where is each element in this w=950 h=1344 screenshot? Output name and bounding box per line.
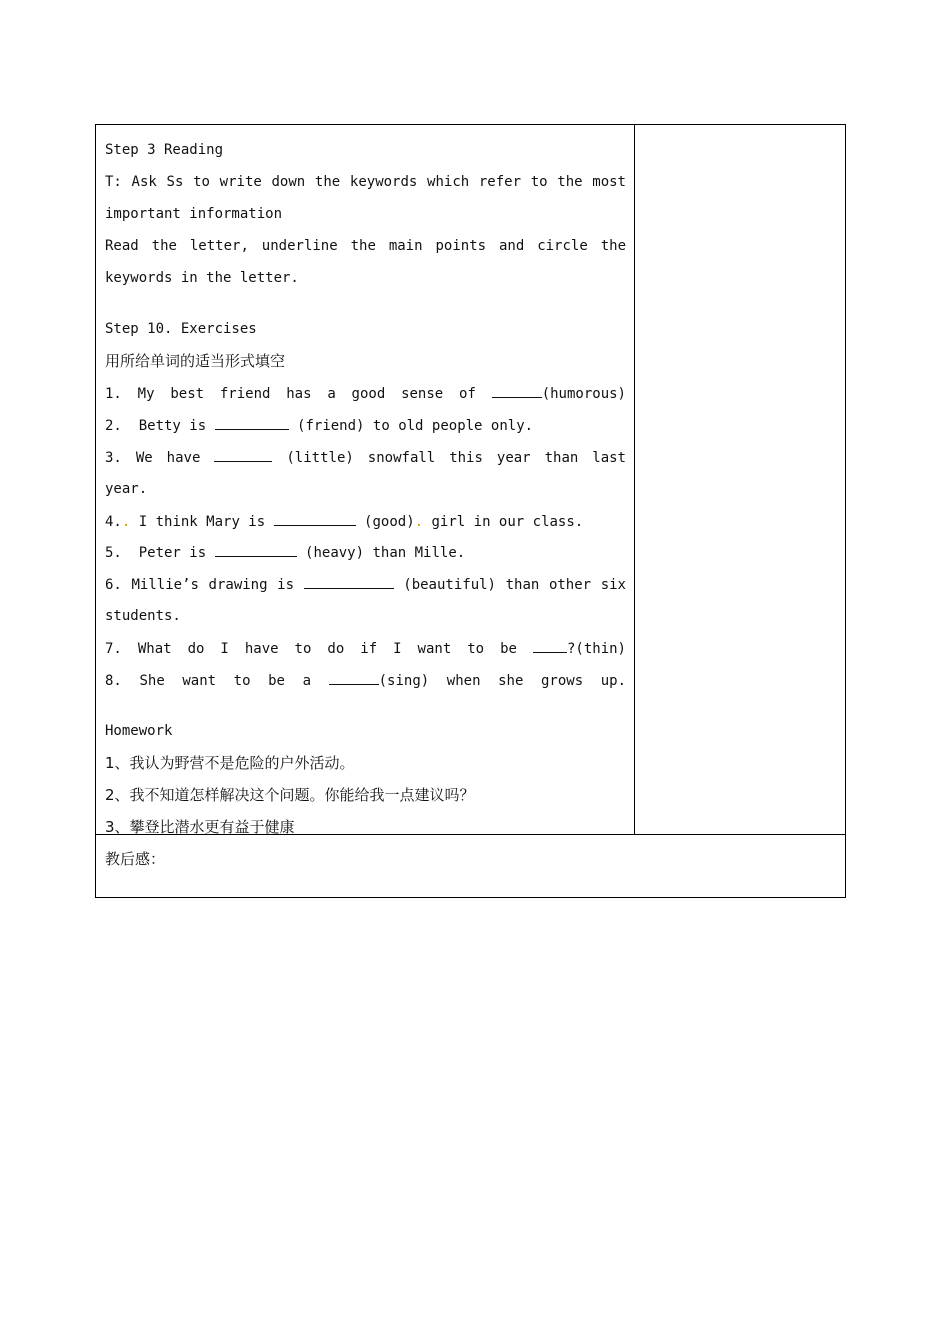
exercise-item-3-continuation: year.	[105, 481, 148, 497]
exercise-text: Peter is	[138, 545, 207, 561]
exercise-hint: ?(thin)	[566, 641, 626, 657]
exercise-text: We have	[135, 450, 201, 466]
exercise-text: than other six	[505, 577, 626, 593]
exercise-hint: (sing)	[378, 673, 430, 689]
reading-task-line-2: keywords in the letter.	[105, 270, 299, 286]
exercise-text: when she grows up.	[446, 673, 627, 689]
exercise-number: 8.	[105, 673, 122, 689]
reading-teacher-line-1: T: Ask Ss to write down the keywords which refer to the most	[105, 174, 626, 190]
exercise-hint: (friend)	[297, 418, 365, 434]
homework-item-2: 2、我不知道怎样解决这个问题。你能给我一点建议吗？	[105, 786, 475, 804]
reading-heading: Step 3 Reading	[105, 142, 224, 158]
exercise-item-6	[105, 574, 626, 595]
exercise-hint: (good)	[364, 514, 415, 530]
exercise-text: What do I have to do if I want to be	[137, 641, 517, 657]
exercise-item-5	[105, 542, 626, 563]
highlight-mark: .	[414, 514, 424, 530]
exercise-item-3	[105, 447, 626, 468]
answer-blank	[214, 447, 272, 462]
exercise-text: I think Mary is	[138, 514, 266, 530]
main-content-cell	[96, 125, 635, 834]
exercise-item-4	[105, 511, 626, 532]
answer-blank	[274, 511, 356, 526]
afterword-cell	[96, 834, 845, 897]
exercise-hint: (heavy)	[305, 545, 365, 561]
exercise-text: Betty is	[138, 418, 207, 434]
answer-blank	[492, 386, 626, 402]
exercise-text: snowfall this year than last	[367, 450, 626, 466]
answer-blank	[329, 673, 430, 689]
exercise-text: Millie’s drawing is	[131, 577, 295, 593]
highlight-mark: .	[121, 514, 131, 530]
exercise-item-1	[105, 383, 626, 404]
notes-cell	[635, 125, 845, 834]
answer-blank	[215, 542, 297, 557]
exercise-hint: (beautiful)	[403, 577, 496, 593]
lesson-plan-table	[95, 124, 846, 898]
exercise-number: 1.	[105, 386, 122, 402]
exercise-item-6-continuation: students.	[105, 608, 181, 624]
exercise-hint: (little)	[286, 450, 354, 466]
exercise-item-8	[105, 670, 626, 691]
exercise-item-2	[105, 415, 626, 436]
exercise-text: She want to be a	[139, 673, 311, 689]
afterword-label: 教后感：	[105, 850, 166, 868]
exercise-number: 6.	[105, 577, 122, 593]
exercise-number: 3.	[105, 450, 122, 466]
answer-blank	[533, 641, 626, 657]
answer-blank	[304, 574, 394, 589]
reading-task-line-1: Read the letter, underline the main points and circle the	[105, 238, 626, 254]
exercise-text: than Mille.	[372, 545, 466, 561]
exercise-number: 7.	[105, 641, 122, 657]
homework-item-1: 1、我认为野营不是危险的户外活动。	[105, 754, 355, 772]
exercises-heading: Step 10. Exercises	[105, 321, 257, 337]
exercise-item-7	[105, 638, 626, 659]
exercise-hint: (humorous)	[541, 386, 626, 402]
answer-blank	[215, 415, 289, 430]
exercise-text: girl in our class.	[431, 514, 584, 530]
reading-teacher-line-2: important information	[105, 206, 283, 222]
exercise-number: 5.	[105, 545, 122, 561]
homework-item-3: 3、攀登比潜水更有益于健康	[105, 818, 295, 834]
exercise-number: 2.	[105, 418, 122, 434]
exercise-text: My best friend has a good sense of	[137, 386, 476, 402]
homework-heading: Homework	[105, 723, 173, 739]
exercise-number: 4.	[105, 514, 122, 530]
exercise-text: to old people only.	[372, 418, 534, 434]
exercises-instruction: 用所给单词的适当形式填空	[105, 352, 286, 370]
